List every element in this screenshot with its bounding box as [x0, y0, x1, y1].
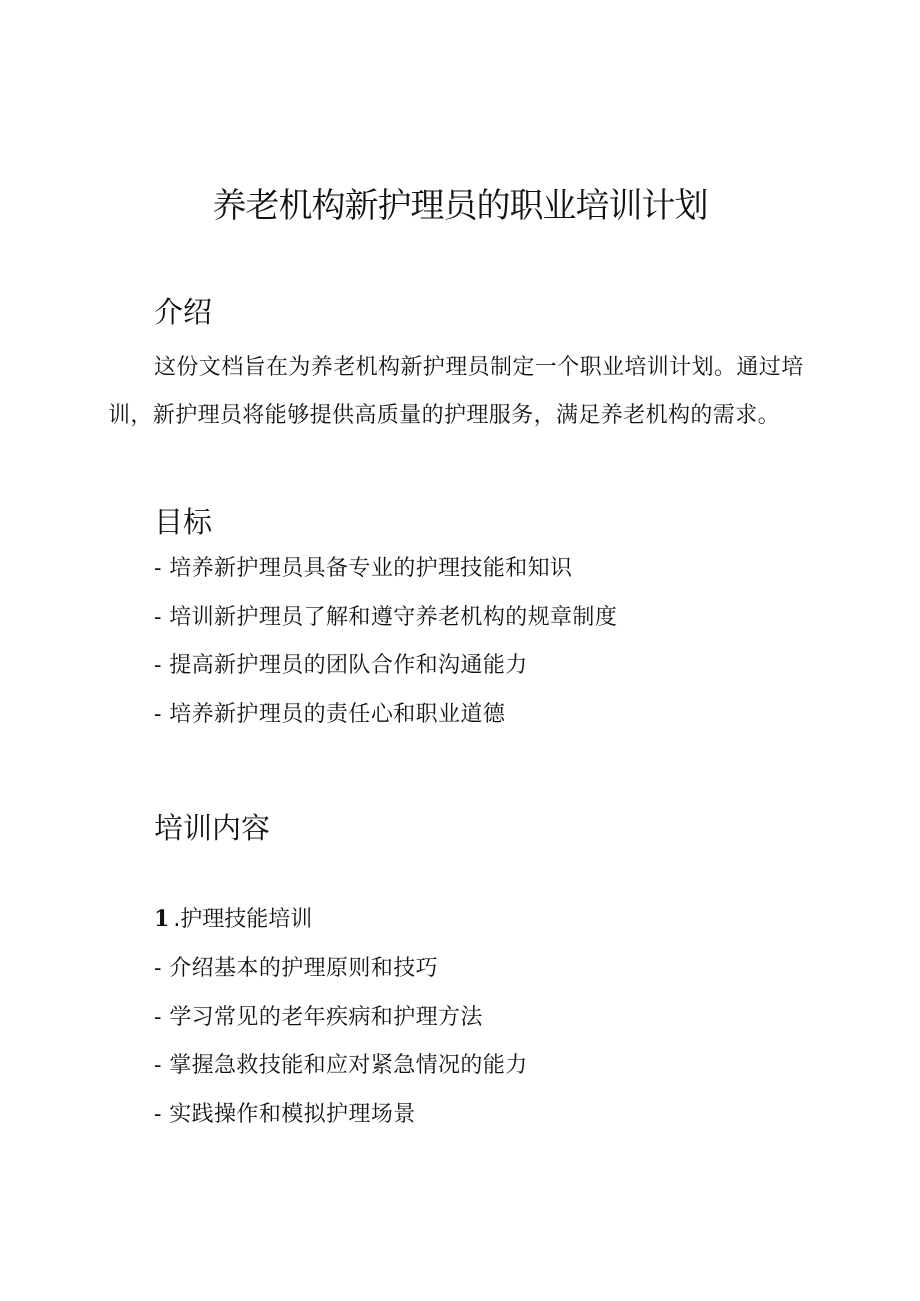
- goals-list: [154, 545, 617, 739]
- list-item: - 培养新护理员具备专业的护理技能和知识: [154, 556, 573, 581]
- list-item: - 掌握急救技能和应对紧急情况的能力: [154, 1053, 528, 1078]
- document-title: 养老机构新护理员的职业培训计划: [212, 186, 708, 226]
- subsection-number: 1: [154, 906, 170, 932]
- section-heading-goals: 目标: [154, 505, 213, 539]
- list-item: - 培训新护理员了解和遵守养老机构的规章制度: [154, 604, 618, 630]
- subsection-heading: [154, 902, 312, 933]
- list-item: - 提高新护理员的团队合作和沟通能力: [154, 653, 528, 678]
- list-item: - 实践操作和模拟护理场景: [154, 1101, 416, 1127]
- subsection-title: .护理技能培训: [173, 907, 313, 932]
- section-heading-intro: 介绍: [154, 295, 213, 329]
- section-heading-training-content: 培训内容: [154, 811, 271, 845]
- list-item: - 培养新护理员的责任心和职业道德: [154, 701, 506, 727]
- intro-paragraph: 这份文档旨在为养老机构新护理员制定一个职业培训计划。通过培训，新护理员将能够提供高质量的护理服务，满足养老机构的需求。: [108, 355, 804, 428]
- list-item: - 学习常见的老年疾病和护理方法: [154, 1004, 483, 1030]
- training-skills-list: [154, 945, 528, 1139]
- list-item: - 介绍基本的护理原则和技巧: [154, 956, 439, 981]
